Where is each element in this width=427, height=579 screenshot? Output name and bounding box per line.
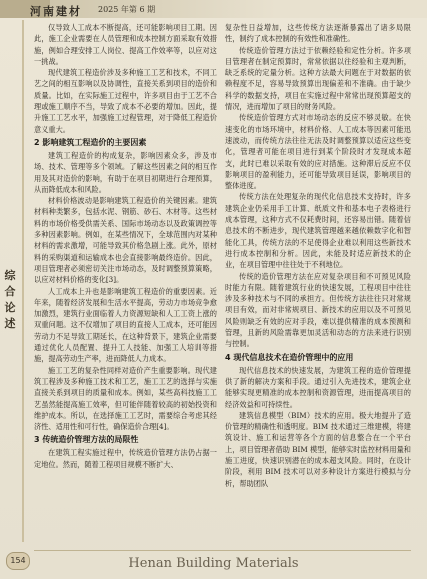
page-footer (0, 544, 427, 579)
section-heading: 3 传统造价管理方法的局限性 (34, 435, 139, 445)
paragraph: 复杂性日益增加，这些传统方法逐渐暴露出了诸多局限性，制约了成本控制的有效性和准确性。 (225, 23, 411, 44)
section-label-char: 合 (4, 285, 16, 298)
footer-rule (34, 550, 411, 551)
paragraph: 在建筑工程实施过程中，传统造价管理方法仍占据一定地位。然而，随着工程项目规模不断扩大、 (34, 448, 217, 469)
paragraph: 现代建筑工程造价涉及多种施工工艺和技术，不同工艺之间的相互影响以及协调性，直接关系到项目的造价和质量。比如，在实际施工过程中，许多项目由于工艺不合理或施工顺序不当，导致了成本不必要的增加。因此，提升施工工艺水平，加强施工过程管理，对于降低工程造价意义重大。 (34, 68, 217, 134)
page-header (0, 0, 427, 20)
left-column (34, 22, 217, 470)
paragraph: 仅导致人工成本不断提高，还可能影响项目工期。因此，施工企业需要在人员管理和成本控制方面采取有效措施，例如合理安排工人岗位、提高工作效率等，以应对这一挑战。 (34, 23, 217, 66)
paragraph: 现代信息技术的快速发展，为建筑工程的造价管理提供了新的解决方案和手段。通过引入先进技术，建筑企业能够实现更精准的成本控制和资源管理，进而提高项目的经济效益和可持续性。 (225, 365, 411, 409)
paragraph: 传统方法在处理复杂的现代化信息技术支持时，许多建筑企业仍采用手工计算、纸质文件和基本电子表格进行成本管理，这种方式不仅耗费时间，还容易出错。随着信息技术的不断进步，现代建筑管理越来越依赖数字化和智能化工具，传统方法的不足使得企业难以利用这些新技术进行成本控制和分析。因此，未能及时适应新技术的企业，在项目管理中往往处于不利地位。 (225, 192, 411, 270)
paragraph: 传统造价管理方法过于依赖经验和定性分析。许多项目管理者在制定预算时，常常依据以往经验和主观判断，缺乏系统的定量分析。这种方法最大问题在于对数据的依赖程度不足，容易导致预算出现偏差和不准确。由于缺少科学的数据支持，项目在实施过程中常常出现预算超支的情况，进而增加了项目的财务风险。 (225, 45, 411, 112)
section-heading: 2 影响建筑工程造价的主要因素 (34, 137, 147, 147)
paragraph: 材料价格波动是影响建筑工程造价的关键因素。建筑材料种类繁多，包括水泥、钢筋、砂石、木材等。这些材料的市场价格受供需关系、国际市场动态以及政策调控等多种因素影响。例如，在某些情况下，全球范围内对某种材料的需求激增，可能导致其价格急剧上涨。此外，原材料的采购渠道和运输成本也会直接影响最终造价。因此，项目管理者必须密切关注市场动态，及时调整预算策略，以应对材料价格的变化[3]。 (34, 196, 217, 285)
section-heading: 4 现代信息技术在造价管理中的应用 (225, 352, 354, 362)
section-label-char: 述 (4, 317, 16, 330)
journal-title: 河南建材 (30, 5, 82, 18)
section-label-char: 综 (4, 269, 16, 282)
section-label-char: 论 (4, 301, 16, 314)
paragraph: 建筑工程造价的构成复杂，影响因素众多，涉及市场、技术、管理等多个领域。了解这些因素之间的相互作用及其对造价的影响，有助于在项目初期进行合理预算，从而降低成本和风险。 (34, 150, 217, 194)
paragraph: 传统造价管理方式对市场动态的反应不够灵敏。在快速变化的市场环境中，材料价格、人工成本等因素可能迅速波动，而传统方法往往无法及时调整预算以适应这些变化，管理者可能在项目进行到某个阶段时才发现成本超支，此时已难以采取有效的应对措施。这种滞后反应不仅影响项目的盈利能力，还可能导致项目延误，影响项目的整体进度。 (225, 113, 411, 191)
section-label (2, 268, 18, 332)
right-column (225, 22, 411, 489)
page-number: 154 (6, 552, 30, 570)
issue-label: 2025 年第 6 期 (98, 5, 156, 14)
paragraph: 施工工艺的复杂性同样对造价产生重要影响。现代建筑工程涉及多种施工技术和工艺，施工工艺的选择与实施直接关系到项目的质量和成本。例如，某些高科技施工工艺虽然能提高施工效率，但可能伴随着较高的初始投资和维护成本。所以，在选择施工工艺时，需要综合考虑其经济性、适用性和可行性，确保造价合理[4]。 (34, 365, 217, 432)
paragraph: 建筑信息模型（BIM）技术的应用。极大地提升了造价管理的精确性和透明度。BIM 技术通过三维建模，将建筑设计、施工和运营等各个方面的信息整合在一个平台上，项目管理者借助 BIM 模型，能够实时监控材料用量和施工进度，快速识别潜在的成本超支风险。同时，在设计阶段，利用 BIM 技术可以对多种设计方案进行模拟与分析，帮助团队 (225, 410, 411, 488)
paragraph: 传统的造价管理方法在应对复杂项目和不可预见风险时能力有限。随着建筑行业的快速发展，工程项目中往往涉及多种技术与不同的承担方。但传统方法往往只对常规项目有效，而对非常规项目、新技术的应用以及不可预见风险则缺乏有效的应对手段，难以提供精准的成本预测和管理，且新的风险需靠更加灵活和动态的方法来进行识别与控制。 (225, 271, 411, 349)
side-rule (22, 20, 24, 542)
footer-english-title: Henan Building Materials (128, 556, 299, 571)
paragraph: 人工成本上升也是影响建筑工程造价的重要因素。近年来，随着经济发展和生活水平提高，劳动力市场竞争愈加激烈，建筑行业面临着人力资源短缺和人工工资上涨的双重问题。这不仅增加了项目的直接人工成本，还可能因劳动力不足导致工期延长，在这种背景下，建筑企业需要通过优化人员配置、提升工人技能、加强工人培训等措施，提高劳动生产率，进而降低人力成本。 (34, 286, 217, 364)
